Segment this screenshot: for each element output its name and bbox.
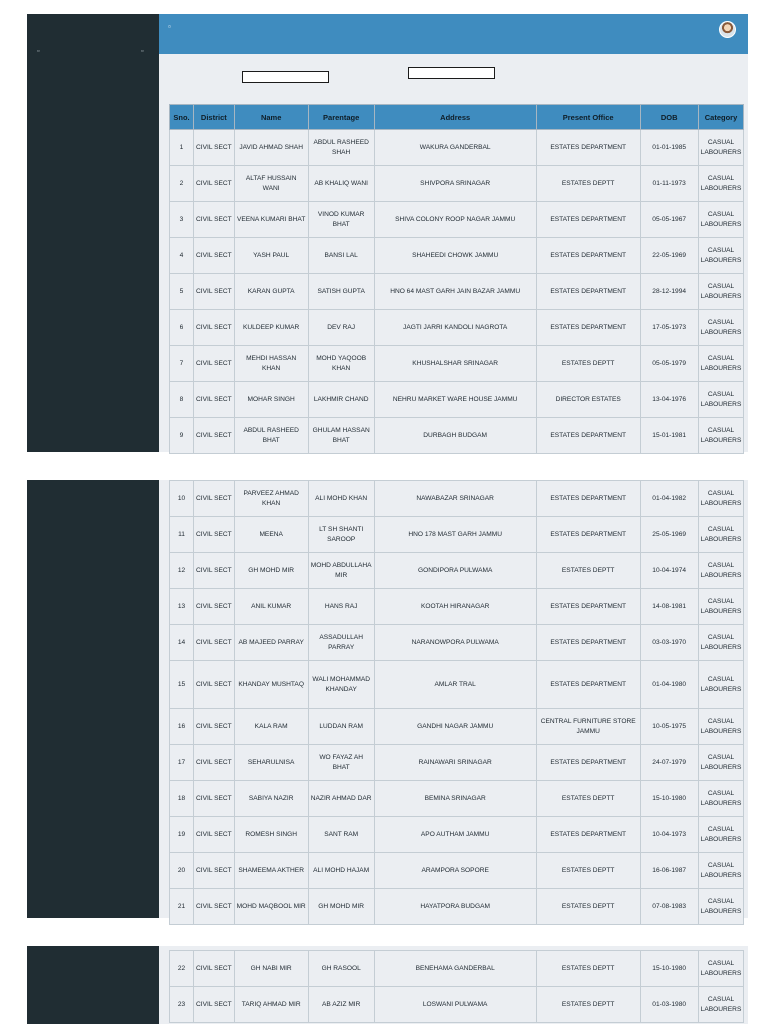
cell-category: CASUAL LABOURERS (698, 418, 744, 454)
cell-dob: 15-01-1981 (640, 418, 698, 454)
cell-office: ESTATES DEPARTMENT (536, 481, 640, 517)
cell-name: SEHARULNISA (234, 745, 308, 781)
cell-name: MOHD MAQBOOL MIR (234, 889, 308, 925)
table-row (170, 481, 744, 517)
cell-address: WAKURA GANDERBAL (374, 130, 536, 166)
cell-district: CIVIL SECT (194, 346, 235, 382)
cell-category: CASUAL LABOURERS (698, 625, 744, 661)
cell-name: GH NABI MIR (234, 951, 308, 987)
cell-sno: 7 (170, 346, 194, 382)
cell-sno: 12 (170, 553, 194, 589)
cell-dob: 13-04-1976 (640, 382, 698, 418)
cell-district: CIVIL SECT (194, 745, 235, 781)
cell-category: CASUAL LABOURERS (698, 310, 744, 346)
cell-dob: 14-08-1981 (640, 589, 698, 625)
cell-name: TARIQ AHMAD MIR (234, 987, 308, 1023)
cell-address: NEHRU MARKET WARE HOUSE JAMMU (374, 382, 536, 418)
cell-sno: 1 (170, 130, 194, 166)
cell-parentage: DEV RAJ (308, 310, 374, 346)
cell-parentage: GH MOHD MIR (308, 889, 374, 925)
cell-office: ESTATES DEPTT (536, 987, 640, 1023)
cell-dob: 28-12-1994 (640, 274, 698, 310)
page-2 (27, 480, 748, 918)
cell-category: CASUAL LABOURERS (698, 382, 744, 418)
cell-district: CIVIL SECT (194, 817, 235, 853)
column-header[interactable]: Name (234, 105, 308, 130)
cell-dob: 10-05-1975 (640, 709, 698, 745)
cell-category: CASUAL LABOURERS (698, 745, 744, 781)
main-content (159, 480, 748, 918)
cell-category: CASUAL LABOURERS (698, 661, 744, 709)
cell-office: ESTATES DEPARTMENT (536, 130, 640, 166)
sidebar-collapse-icon[interactable]: ▫ (141, 48, 144, 55)
cell-category: CASUAL LABOURERS (698, 517, 744, 553)
cell-name: VEENA KUMARI BHAT (234, 202, 308, 238)
cell-name: JAVID AHMAD SHAH (234, 130, 308, 166)
cell-name: ROMESH SINGH (234, 817, 308, 853)
cell-office: CENTRAL FURNITURE STORE JAMMU (536, 709, 640, 745)
cell-category: CASUAL LABOURERS (698, 589, 744, 625)
cell-address: AMLAR TRAL (374, 661, 536, 709)
cell-district: CIVIL SECT (194, 238, 235, 274)
cell-name: YASH PAUL (234, 238, 308, 274)
cell-dob: 01-04-1980 (640, 661, 698, 709)
cell-dob: 05-05-1979 (640, 346, 698, 382)
cell-parentage: SANT RAM (308, 817, 374, 853)
cell-sno: 8 (170, 382, 194, 418)
cell-office: ESTATES DEPARTMENT (536, 661, 640, 709)
cell-category: CASUAL LABOURERS (698, 817, 744, 853)
cell-name: SHAMEEMA AKTHER (234, 853, 308, 889)
cell-parentage: ALI MOHD KHAN (308, 481, 374, 517)
cell-address: GANDHI NAGAR JAMMU (374, 709, 536, 745)
cell-address: HAYATPORA BUDGAM (374, 889, 536, 925)
cell-address: LOSWANI PULWAMA (374, 987, 536, 1023)
cell-office: ESTATES DEPTT (536, 781, 640, 817)
sidebar (27, 480, 159, 918)
cell-parentage: ASSADULLAH PARRAY (308, 625, 374, 661)
cell-address: HNO 64 MAST GARH JAIN BAZAR JAMMU (374, 274, 536, 310)
cell-office: ESTATES DEPTT (536, 553, 640, 589)
cell-parentage: LAKHMIR CHAND (308, 382, 374, 418)
column-header[interactable]: Present Office (536, 105, 640, 130)
cell-dob: 16-06-1987 (640, 853, 698, 889)
column-header[interactable]: Parentage (308, 105, 374, 130)
data-table (169, 480, 744, 925)
table-row (170, 310, 744, 346)
cell-name: KHANDAY MUSHTAQ (234, 661, 308, 709)
table-row (170, 418, 744, 454)
cell-dob: 01-03-1980 (640, 987, 698, 1023)
column-header[interactable]: DOB (640, 105, 698, 130)
cell-district: CIVIL SECT (194, 951, 235, 987)
cell-district: CIVIL SECT (194, 987, 235, 1023)
cell-sno: 15 (170, 661, 194, 709)
cell-parentage: LUDDAN RAM (308, 709, 374, 745)
cell-sno: 6 (170, 310, 194, 346)
cell-category: CASUAL LABOURERS (698, 481, 744, 517)
table-row (170, 951, 744, 987)
cell-parentage: SATISH GUPTA (308, 274, 374, 310)
cell-name: KARAN GUPTA (234, 274, 308, 310)
cell-sno: 3 (170, 202, 194, 238)
table-row (170, 238, 744, 274)
cell-name: MOHAR SINGH (234, 382, 308, 418)
cell-sno: 2 (170, 166, 194, 202)
cell-parentage: GHULAM HASSAN BHAT (308, 418, 374, 454)
cell-category: CASUAL LABOURERS (698, 274, 744, 310)
cell-office: ESTATES DEPARTMENT (536, 274, 640, 310)
cell-office: ESTATES DEPTT (536, 951, 640, 987)
cell-name: PARVEEZ AHMAD KHAN (234, 481, 308, 517)
column-header[interactable]: Sno. (170, 105, 194, 130)
table-row (170, 166, 744, 202)
cell-address: KHUSHALSHAR SRINAGAR (374, 346, 536, 382)
table-row (170, 553, 744, 589)
cell-district: CIVIL SECT (194, 661, 235, 709)
cell-address: DURBAGH BUDGAM (374, 418, 536, 454)
cell-dob: 01-01-1985 (640, 130, 698, 166)
cell-category: CASUAL LABOURERS (698, 889, 744, 925)
filter-input-2[interactable] (408, 67, 495, 79)
table-row (170, 130, 744, 166)
cell-sno: 10 (170, 481, 194, 517)
cell-office: ESTATES DEPTT (536, 346, 640, 382)
table-row (170, 274, 744, 310)
data-table (169, 950, 744, 1023)
cell-district: CIVIL SECT (194, 709, 235, 745)
cell-dob: 15-10-1980 (640, 781, 698, 817)
user-avatar[interactable] (719, 21, 736, 38)
cell-sno: 18 (170, 781, 194, 817)
table-row (170, 661, 744, 709)
cell-sno: 5 (170, 274, 194, 310)
cell-name: MEENA (234, 517, 308, 553)
cell-dob: 24-07-1979 (640, 745, 698, 781)
cell-office: ESTATES DEPTT (536, 853, 640, 889)
cell-parentage: GH RASOOL (308, 951, 374, 987)
cell-address: BEMINA SRINAGAR (374, 781, 536, 817)
cell-dob: 05-05-1967 (640, 202, 698, 238)
filter-input-1[interactable] (242, 71, 329, 83)
table-row (170, 745, 744, 781)
cell-district: CIVIL SECT (194, 553, 235, 589)
cell-district: CIVIL SECT (194, 853, 235, 889)
cell-office: DIRECTOR ESTATES (536, 382, 640, 418)
cell-district: CIVIL SECT (194, 166, 235, 202)
cell-name: KALA RAM (234, 709, 308, 745)
cell-category: CASUAL LABOURERS (698, 553, 744, 589)
cell-address: JAGTI JARRI KANDOLI NAGROTA (374, 310, 536, 346)
cell-address: NAWABAZAR SRINAGAR (374, 481, 536, 517)
cell-parentage: VINOD KUMAR BHAT (308, 202, 374, 238)
cell-address: SHIVPORA SRINAGAR (374, 166, 536, 202)
table-row (170, 853, 744, 889)
cell-parentage: BANSI LAL (308, 238, 374, 274)
table-row (170, 709, 744, 745)
cell-address: ARAMPORA SOPORE (374, 853, 536, 889)
cell-dob: 01-04-1982 (640, 481, 698, 517)
cell-district: CIVIL SECT (194, 418, 235, 454)
table-row (170, 817, 744, 853)
cell-dob: 03-03-1970 (640, 625, 698, 661)
cell-dob: 22-05-1969 (640, 238, 698, 274)
cell-office: ESTATES DEPARTMENT (536, 745, 640, 781)
cell-name: SABIYA NAZIR (234, 781, 308, 817)
cell-office: ESTATES DEPTT (536, 166, 640, 202)
cell-category: CASUAL LABOURERS (698, 202, 744, 238)
cell-dob: 10-04-1973 (640, 817, 698, 853)
cell-district: CIVIL SECT (194, 202, 235, 238)
cell-category: CASUAL LABOURERS (698, 130, 744, 166)
cell-sno: 11 (170, 517, 194, 553)
cell-office: ESTATES DEPARTMENT (536, 310, 640, 346)
cell-category: CASUAL LABOURERS (698, 346, 744, 382)
cell-sno: 22 (170, 951, 194, 987)
menu-toggle-icon[interactable]: ▫ (168, 22, 171, 31)
cell-district: CIVIL SECT (194, 889, 235, 925)
cell-parentage: NAZIR AHMAD DAR (308, 781, 374, 817)
cell-parentage: WALI MOHAMMAD KHANDAY (308, 661, 374, 709)
cell-category: CASUAL LABOURERS (698, 238, 744, 274)
cell-address: RAINAWARI SRINAGAR (374, 745, 536, 781)
cell-name: ABDUL RASHEED BHAT (234, 418, 308, 454)
column-header[interactable]: Category (698, 105, 744, 130)
cell-category: CASUAL LABOURERS (698, 709, 744, 745)
table-row (170, 346, 744, 382)
cell-dob: 25-05-1969 (640, 517, 698, 553)
cell-sno: 21 (170, 889, 194, 925)
page-3 (27, 946, 748, 1024)
cell-district: CIVIL SECT (194, 625, 235, 661)
cell-parentage: LT SH SHANTI SAROOP (308, 517, 374, 553)
column-header[interactable]: Address (374, 105, 536, 130)
cell-district: CIVIL SECT (194, 274, 235, 310)
sidebar-menu-icon[interactable]: ▫ (37, 48, 40, 55)
cell-office: ESTATES DEPARTMENT (536, 238, 640, 274)
cell-parentage: HANS RAJ (308, 589, 374, 625)
cell-name: ALTAF HUSSAIN WANI (234, 166, 308, 202)
cell-district: CIVIL SECT (194, 589, 235, 625)
table-row (170, 517, 744, 553)
cell-name: GH MOHD MIR (234, 553, 308, 589)
cell-name: ANIL KUMAR (234, 589, 308, 625)
main-content (159, 14, 748, 452)
cell-sno: 9 (170, 418, 194, 454)
cell-district: CIVIL SECT (194, 481, 235, 517)
column-header[interactable]: District (194, 105, 235, 130)
cell-parentage: WO FAYAZ AH BHAT (308, 745, 374, 781)
table-row (170, 625, 744, 661)
cell-parentage: AB KHALIQ WANI (308, 166, 374, 202)
cell-address: NARANOWPORA PULWAMA (374, 625, 536, 661)
table-row (170, 202, 744, 238)
cell-sno: 23 (170, 987, 194, 1023)
cell-address: SHAHEEDI CHOWK JAMMU (374, 238, 536, 274)
cell-category: CASUAL LABOURERS (698, 781, 744, 817)
cell-name: MEHDI HASSAN KHAN (234, 346, 308, 382)
cell-office: ESTATES DEPARTMENT (536, 517, 640, 553)
cell-sno: 16 (170, 709, 194, 745)
table-header-row (170, 105, 744, 130)
cell-dob: 01-11-1973 (640, 166, 698, 202)
cell-address: GONDIPORA PULWAMA (374, 553, 536, 589)
cell-address: BENEHAMA GANDERBAL (374, 951, 536, 987)
main-content (159, 946, 748, 1024)
cell-address: APO AUTHAM JAMMU (374, 817, 536, 853)
cell-district: CIVIL SECT (194, 781, 235, 817)
cell-address: KOOTAH HIRANAGAR (374, 589, 536, 625)
cell-parentage: AB AZIZ MIR (308, 987, 374, 1023)
cell-office: ESTATES DEPARTMENT (536, 202, 640, 238)
table-row (170, 589, 744, 625)
cell-category: CASUAL LABOURERS (698, 987, 744, 1023)
cell-dob: 07-08-1983 (640, 889, 698, 925)
cell-name: AB MAJEED PARRAY (234, 625, 308, 661)
table-row (170, 987, 744, 1023)
cell-sno: 20 (170, 853, 194, 889)
cell-address: HNO 178 MAST GARH JAMMU (374, 517, 536, 553)
cell-sno: 17 (170, 745, 194, 781)
cell-parentage: ALI MOHD HAJAM (308, 853, 374, 889)
sidebar (27, 946, 159, 1024)
cell-sno: 19 (170, 817, 194, 853)
top-header (159, 14, 748, 54)
cell-parentage: MOHD ABDULLAHA MIR (308, 553, 374, 589)
table-row (170, 889, 744, 925)
cell-category: CASUAL LABOURERS (698, 166, 744, 202)
cell-parentage: MOHD YAQOOB KHAN (308, 346, 374, 382)
cell-office: ESTATES DEPARTMENT (536, 817, 640, 853)
data-table (169, 104, 744, 454)
table-row (170, 781, 744, 817)
cell-sno: 14 (170, 625, 194, 661)
cell-category: CASUAL LABOURERS (698, 853, 744, 889)
cell-dob: 10-04-1974 (640, 553, 698, 589)
cell-sno: 13 (170, 589, 194, 625)
cell-dob: 17-05-1973 (640, 310, 698, 346)
cell-office: ESTATES DEPARTMENT (536, 589, 640, 625)
cell-office: ESTATES DEPARTMENT (536, 625, 640, 661)
cell-name: KULDEEP KUMAR (234, 310, 308, 346)
cell-district: CIVIL SECT (194, 130, 235, 166)
table-row (170, 382, 744, 418)
sidebar (27, 14, 159, 452)
cell-dob: 15-10-1980 (640, 951, 698, 987)
page-1 (27, 14, 748, 452)
cell-district: CIVIL SECT (194, 517, 235, 553)
cell-office: ESTATES DEPTT (536, 889, 640, 925)
cell-parentage: ABDUL RASHEED SHAH (308, 130, 374, 166)
cell-district: CIVIL SECT (194, 310, 235, 346)
cell-address: SHIVA COLONY ROOP NAGAR JAMMU (374, 202, 536, 238)
cell-district: CIVIL SECT (194, 382, 235, 418)
cell-office: ESTATES DEPARTMENT (536, 418, 640, 454)
cell-sno: 4 (170, 238, 194, 274)
cell-category: CASUAL LABOURERS (698, 951, 744, 987)
